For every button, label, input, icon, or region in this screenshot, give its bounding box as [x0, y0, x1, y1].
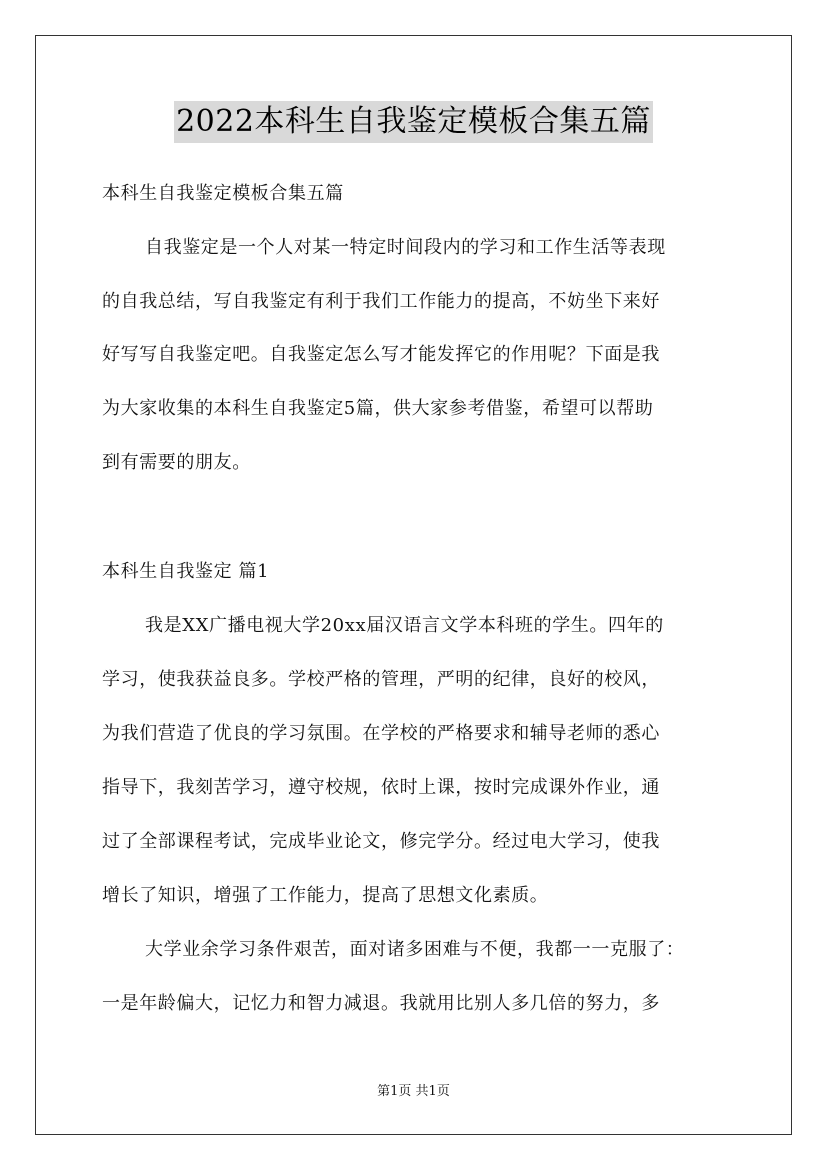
intro-line: 到有需要的朋友。 — [102, 452, 251, 473]
paragraph-line: 为我们营造了优良的学习氛围。在学校的严格要求和辅导老师的悉心 — [102, 723, 660, 744]
paragraph-line: 一是年龄偏大，记忆力和智力减退。我就用比别人多几倍的努力，多 — [102, 993, 660, 1014]
paragraph-line: 我是XX广播电视大学20xx届汉语言文学本科班的学生。四年的 — [145, 615, 664, 636]
intro-line: 好写写自我鉴定吧。自我鉴定怎么写才能发挥它的作用呢？下面是我 — [102, 344, 660, 365]
section-heading: 本科生自我鉴定 篇1 — [102, 561, 270, 582]
title-container — [0, 101, 827, 143]
document-title: 2022本科生自我鉴定模板合集五篇 — [174, 101, 653, 143]
intro-line: 自我鉴定是一个人对某一特定时间段内的学习和工作生活等表现 — [145, 237, 666, 258]
subtitle: 本科生自我鉴定模板合集五篇 — [102, 183, 344, 204]
paragraph-line: 过了全部课程考试，完成毕业论文，修完学分。经过电大学习，使我 — [102, 831, 660, 852]
paragraph-line: 学习，使我获益良多。学校严格的管理，严明的纪律，良好的校风， — [102, 669, 660, 690]
paragraph-line: 增长了知识，增强了工作能力，提高了思想文化素质。 — [102, 885, 549, 906]
paragraph-line: 指导下，我刻苦学习，遵守校规，依时上课，按时完成课外作业，通 — [102, 777, 660, 798]
intro-line: 的自我总结，写自我鉴定有利于我们工作能力的提高，不妨坐下来好 — [102, 291, 660, 312]
page-footer: 第1页 共1页 — [377, 1084, 450, 1099]
intro-line: 为大家收集的本科生自我鉴定5篇，供大家参考借鉴，希望可以帮助 — [102, 398, 654, 419]
paragraph-line: 大学业余学习条件艰苦，面对诸多困难与不便，我都一一克服了： — [145, 939, 685, 960]
